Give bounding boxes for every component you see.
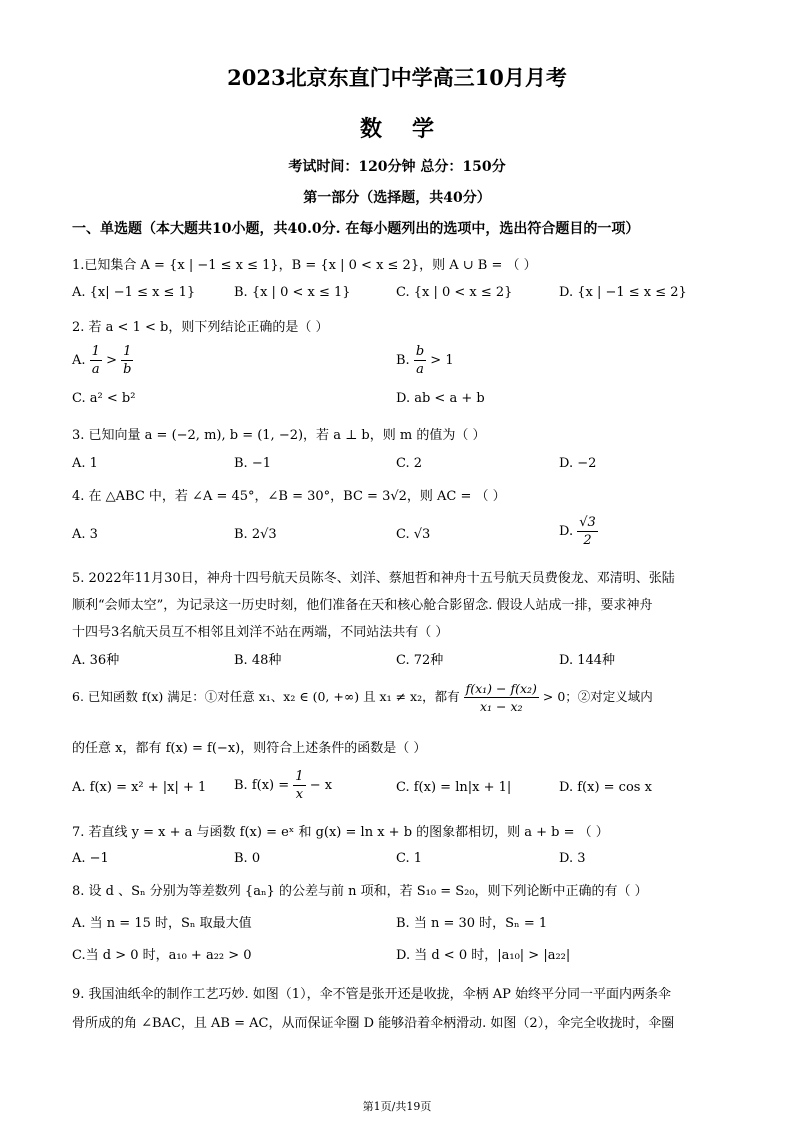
question-3-option-b: B. −1 <box>234 456 271 471</box>
question-7-option-a: A. −1 <box>72 851 109 866</box>
question-5-option-d: D. 144种 <box>559 653 616 668</box>
question-5-stem-line-2: 顺利“会师太空”，为记录这一历史时刻，他们准备在天和核心舱合影留念. 假设人站成一排，要求神舟 <box>72 598 653 613</box>
question-5-stem-line-3: 十四号3名航天员互不相邻且刘洋不站在两端，不同站法共有（ ） <box>72 625 449 640</box>
question-6-option-a: A. f(x) = x² + |x| + 1 <box>72 780 207 795</box>
question-2-option-a: A. $\frac{1}{a}$ > $\frac{1}{b}$ <box>72 344 132 377</box>
question-6-stem-line-1: 6. 已知函数 f(x) 满足：①对任意 x₁、x₂ ∈ (0, +∞) 且 x₁ ≠ x₂，都有 $\frac{\text{f(x₁) − f(x₂)}}{\text{x₁ − x₂}}$ > 0；②对定义域内 <box>72 681 653 714</box>
option-label: B. f(x) = <box>234 778 290 793</box>
page-footer: 第1页/共19页 <box>362 1100 432 1113</box>
question-9-stem-line-2: 骨所成的角 ∠BAC，且 AB = AC，从而保证伞圈 D 能够沿着伞柄滑动. 如图（2），伞完全收拢时，伞圈 <box>72 1016 675 1031</box>
question-9-stem-line-1: 9. 我国油纸伞的制作工艺巧妙. 如图（1），伞不管是张开还是收拢，伞柄 AP 始终平分同一平面内两条伞 <box>72 987 671 1002</box>
question-2-option-c: C. a² < b² <box>72 391 136 406</box>
question-3-option-d: D. −2 <box>559 456 597 471</box>
question-7-option-d: D. 3 <box>559 851 586 866</box>
fraction: $\frac{√3}{2}$ <box>579 515 596 548</box>
question-4-option-d <box>559 514 598 549</box>
fraction: $\frac{1}{b}$ <box>123 344 132 377</box>
fraction: $\frac{\text{f(x₁) − f(x₂)}}{\text{x₁ − x₂}}$ <box>465 681 537 714</box>
question-2-option-b: B. $\frac{b}{a}$ > 1 <box>396 344 454 377</box>
fraction: $\frac{1}{a}$ <box>91 344 100 377</box>
question-3-stem: 3. 已知向量 a = (−2, m), b = (1, −2)，若 a ⊥ b，则 m 的值为（ ） <box>72 428 486 443</box>
option-label: D. <box>559 524 574 539</box>
question-1-option-d: D. {x | −1 ≤ x ≤ 2} <box>559 285 687 300</box>
fraction: $\frac{b}{a}$ <box>415 344 425 377</box>
question-2-stem: 2. 若 a < 1 < b，则下列结论正确的是（ ） <box>72 320 329 335</box>
question-6-stem-line-2: 的任意 x，都有 f(x) = f(−x)，则符合上述条件的函数是（ ） <box>72 741 427 756</box>
question-7-option-b: B. 0 <box>234 851 261 866</box>
subject-heading: 数学 <box>359 116 464 142</box>
question-1-option-a: A. {x| −1 ≤ x ≤ 1} <box>72 285 196 300</box>
option-label: A. <box>72 353 86 368</box>
part-heading: 第一部分（选择题，共40分） <box>303 190 491 206</box>
section-heading: 一、单选题（本大题共10小题，共40.0分. 在每小题列出的选项中，选出符合题目的一项） <box>72 221 640 237</box>
question-4-stem: 4. 在 △ABC 中，若 ∠A = 45°，∠B = 30°，BC = 3√2，则 AC = （ ） <box>72 489 506 504</box>
question-8-option-c: C.当 d > 0 时，a₁₀ + a₂₂ > 0 <box>72 948 252 963</box>
question-5-option-c: C. 72种 <box>396 653 444 668</box>
question-8-option-b: B. 当 n = 30 时，Sₙ = 1 <box>396 916 548 931</box>
question-5-option-a: A. 36种 <box>72 653 120 668</box>
question-5-stem-line-1: 5. 2022年11月30日，神舟十四号航天员陈冬、刘洋、蔡旭哲和神舟十五号航天员费俊龙、邓清明、张陆 <box>72 571 675 586</box>
option-label: B. <box>396 353 410 368</box>
question-3-option-c: C. 2 <box>396 456 423 471</box>
question-5-option-b: B. 48种 <box>234 653 282 668</box>
question-8-option-a: A. 当 n = 15 时，Sₙ 取最大值 <box>72 916 252 931</box>
question-1-option-b: B. {x | 0 < x ≤ 1} <box>234 285 351 300</box>
question-4-option-c: C. √3 <box>396 527 431 542</box>
question-1-option-c: C. {x | 0 < x ≤ 2} <box>396 285 513 300</box>
fraction: $\frac{1}{x}$ <box>295 769 304 802</box>
question-6-option-b: B. f(x) = $\frac{1}{x}$ − x <box>234 769 333 802</box>
question-8-stem: 8. 设 d 、Sₙ 分别为等差数列 {aₙ} 的公差与前 n 项和，若 S₁₀ = S₂₀，则下列论断中正确的有（ ） <box>72 884 648 899</box>
question-2-option-d: D. ab < a + b <box>396 391 485 406</box>
question-6-option-d: D. f(x) = cos x <box>559 780 652 795</box>
question-4-option-a: A. 3 <box>72 527 98 542</box>
question-8-option-d: D. 当 d < 0 时，|a₁₀| > |a₂₂| <box>396 948 571 963</box>
question-7-option-c: C. 1 <box>396 851 423 866</box>
question-4-option-b: B. 2√3 <box>234 527 277 542</box>
page-title: 2023北京东直门中学高三10月月考 <box>227 65 567 90</box>
exam-info: 考试时间：120分钟 总分：150分 <box>288 159 506 175</box>
question-1-stem: 1.已知集合 A = {x | −1 ≤ x ≤ 1}，B = {x | 0 < x ≤ 2}，则 A ∪ B = （ ） <box>72 258 537 273</box>
question-6-option-c: C. f(x) = ln|x + 1| <box>396 780 512 795</box>
question-3-option-a: A. 1 <box>72 456 98 471</box>
question-7-stem: 7. 若直线 y = x + a 与函数 f(x) = eˣ 和 g(x) = ln x + b 的图象都相切，则 a + b = （ ） <box>72 825 609 840</box>
